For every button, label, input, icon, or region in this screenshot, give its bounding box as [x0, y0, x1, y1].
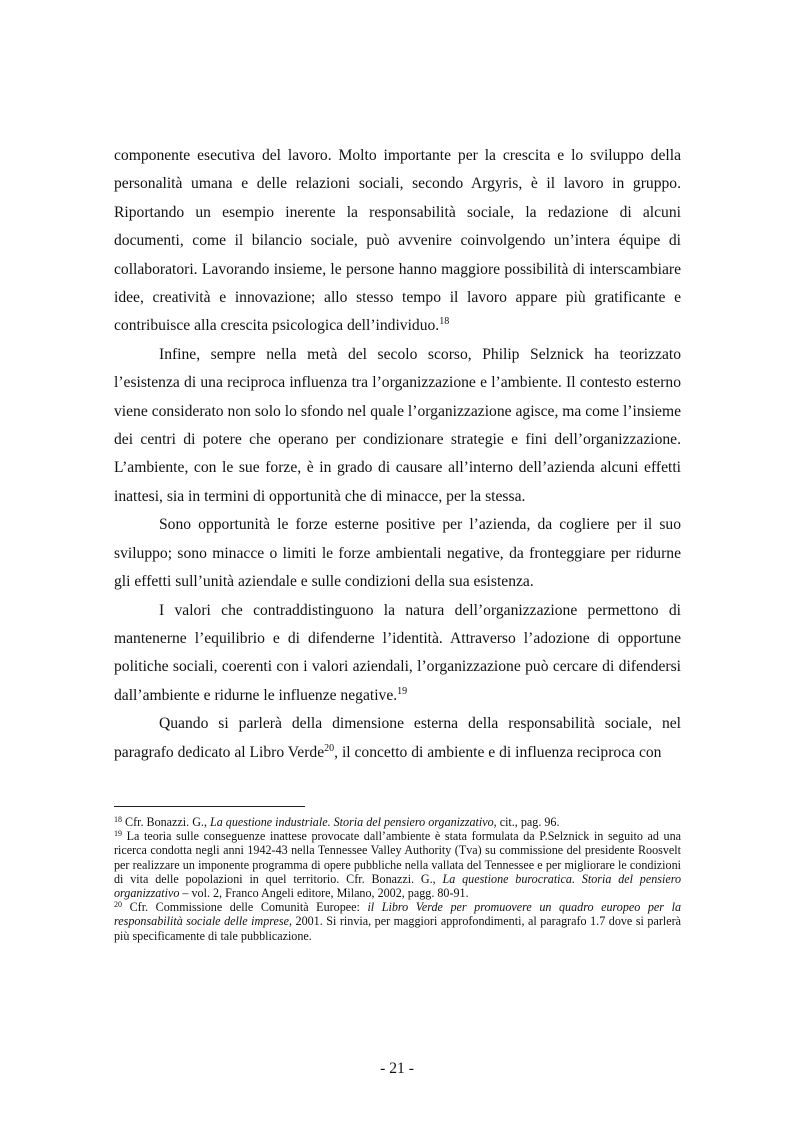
footnote-19-post: – vol. 2, Franco Angeli editore, Milano, 2002, pagg. 80-91. — [179, 886, 469, 901]
footnote-18-post: cit., pag. 96. — [496, 815, 560, 829]
footnote-18-title: La questione industriale. Storia del pensiero organizzativo, — [210, 815, 497, 829]
paragraph-4-text: I valori che contraddistinguono la natura dell’organizzazione permettono di mantenerne l’equilibrio e di difenderne l’identità. Attraverso l’adozione di opportune politiche sociali, coerenti con i valori aziendali, l’organizzazione può cercare di difendersi dall’ambiente e ridurne le influenze negative. — [114, 601, 681, 704]
paragraph-2-text: Infine, sempre nella metà del secolo scorso, Philip Selznick ha teorizzato l’esistenza di una reciproca influenza tra l’organizzazione e l’ambiente. Il contesto esterno viene considerato non solo lo sfondo nel quale l’organizzazione agisce, ma come l’insieme dei centri di potere che operano per condizionare strategie e fini dell’organizzazione. L’ambiente, con le sue forze, è in grado di causare all’interno dell’azienda alcuni effetti inattesi, sia in termini di opportunità che di minacce, per la stessa. — [114, 345, 681, 505]
paragraph-1-text: componente esecutiva del lavoro. Molto importante per la crescita e lo sviluppo della personalità umana e delle relazioni sociali, secondo Argyris, è il lavoro in gruppo. Riportando un esempio inerente la responsabilità sociale, la redazione di alcuni documenti, come il bilancio sociale, può avvenire coinvolgendo un’intera équipe di collaboratori. Lavorando insieme, le persone hanno maggiore possibilità di interscambiare idee, creatività e innovazione; allo stesso tempo il lavoro appare più gratificante e contribuisce alla crescita psicologica dell’individuo. — [114, 147, 681, 335]
footnote-ref-20[interactable]: 20 — [324, 742, 335, 754]
footnote-20-number: 20 — [114, 900, 122, 910]
footnote-ref-18[interactable]: 18 — [439, 316, 450, 328]
paragraph-3 — [114, 511, 681, 596]
footnote-ref-19[interactable]: 19 — [397, 685, 408, 697]
paragraph-5-text-b: , il concetto di ambiente e di influenza reciproca con — [334, 743, 662, 761]
footnote-18-number: 18 — [114, 815, 122, 824]
footnote-18 — [114, 815, 681, 829]
footnote-separator — [114, 806, 305, 807]
footnote-19-number: 19 — [114, 829, 122, 839]
footnote-20-post: , 2001. Si rinvia, per maggiori approfondimenti, al paragrafo 1.7 dove si parlerà più specificamente di tale pubblicazione. — [114, 914, 681, 943]
page-number: - 21 - — [380, 1060, 414, 1077]
paragraph-2 — [114, 341, 681, 511]
footnote-20 — [114, 900, 681, 943]
footnote-20-pre: Cfr. Commissione delle Comunità Europee: — [122, 900, 368, 915]
footnote-19-title: La questione burocratica. Storia del pensiero organizzativo — [114, 871, 681, 901]
footnote-19 — [114, 829, 681, 900]
paragraph-1 — [114, 142, 681, 341]
footnote-20-title: il Libro Verde per promuovere un quadro europeo per la responsabilità sociale delle imprese — [114, 900, 681, 929]
footnote-19-pre: La teoria sulle conseguenze inattese provocate dall’ambiente è stata formulata da P.Selznick in seguito ad una ricerca condotta negli anni 1942-43 nella Tennessee Valley Authority (Tva) su commissione del presidente Roosvelt per realizzare un imponente programma di opere pubbliche nella vallata del Tennessee e per migliorare le condizioni di vita delle popolazioni in quel territorio. Cfr. Bonazzi. G., — [114, 829, 681, 886]
paragraph-5-text-a: Quando si parlerà della dimensione esterna della responsabilità sociale, nel paragrafo dedicato al Libro Verde — [114, 715, 681, 761]
footnotes — [114, 815, 681, 943]
footnote-18-pre: Cfr. Bonazzi. G., — [122, 815, 210, 829]
paragraph-5 — [114, 710, 681, 767]
main-text — [114, 142, 681, 767]
paragraph-3-text: Sono opportunità le forze esterne positive per l’azienda, da cogliere per il suo sviluppo; sono minacce o limiti le forze ambientali negative, da fronteggiare per ridurne gli effetti sull’unità aziendale e sulle condizioni della sua esistenza. — [114, 516, 681, 591]
paragraph-4 — [114, 597, 681, 711]
